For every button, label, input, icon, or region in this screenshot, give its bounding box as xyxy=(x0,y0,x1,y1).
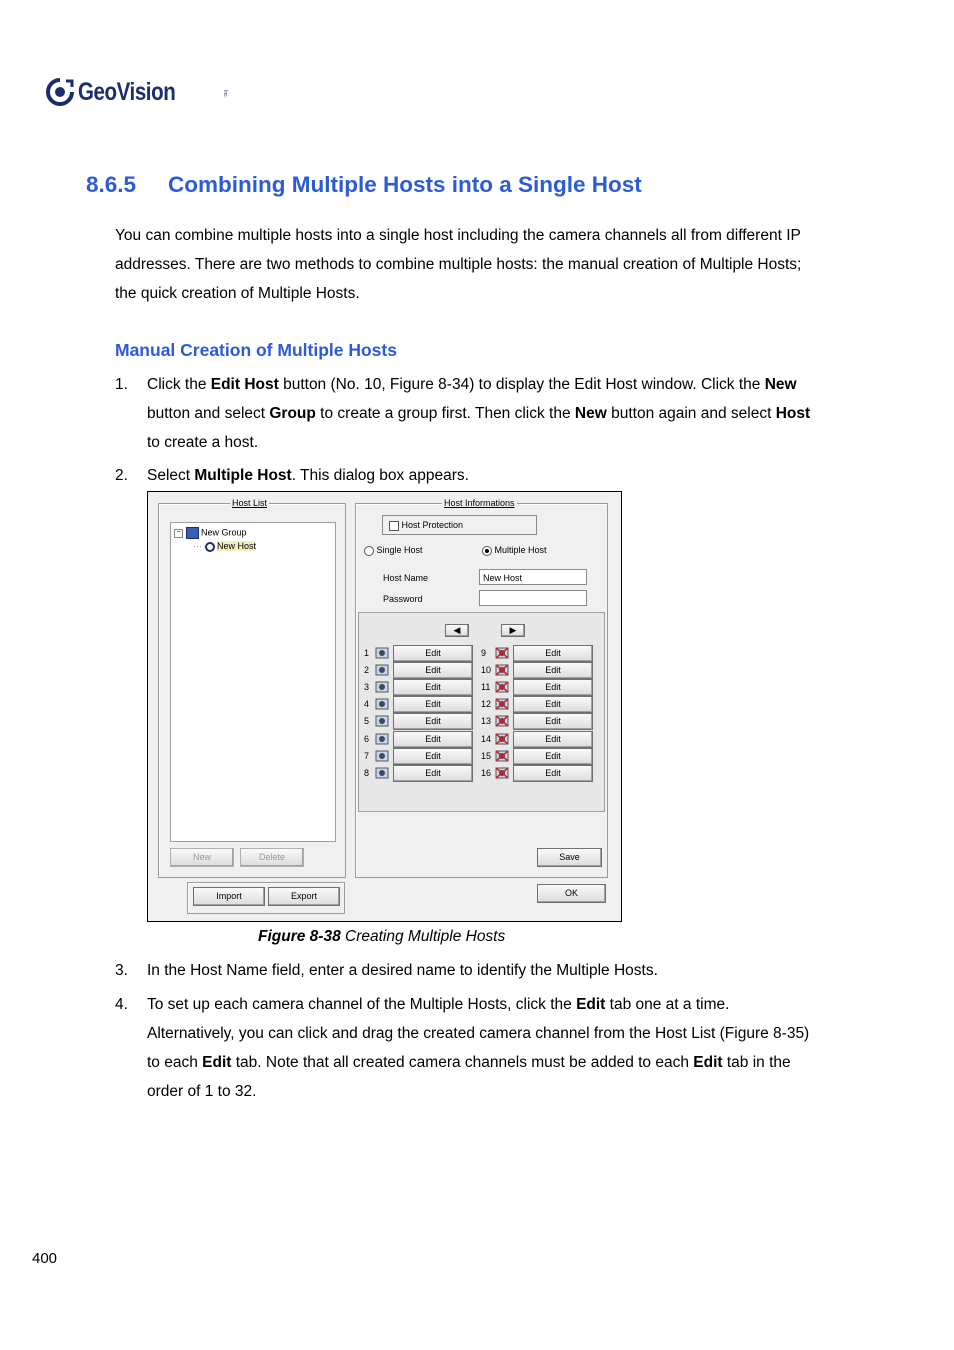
tree-group-label: New Group xyxy=(201,527,247,538)
step-text xyxy=(147,370,837,457)
step-line: button and select Group to create a group first. Then click the New button again and select Host xyxy=(147,405,811,422)
tree-host-label: New Host xyxy=(217,541,257,551)
right-arrow-icon: ▶ xyxy=(509,625,517,635)
bold-term: Edit xyxy=(202,1054,232,1071)
logo-wordmark: GeoVision xyxy=(78,78,176,106)
channel-number: 11 xyxy=(481,682,491,693)
channel-edit-button[interactable]: Edit xyxy=(393,713,473,730)
channel-edit-button[interactable]: Edit xyxy=(393,696,473,713)
multiple-host-label: Multiple Host xyxy=(494,545,547,555)
tree-group-node[interactable] xyxy=(174,527,247,539)
bold-term: Edit xyxy=(576,996,606,1013)
page-number: 400 xyxy=(32,1250,58,1267)
channel-number: 1 xyxy=(364,648,370,658)
camera-disabled-icon xyxy=(495,698,509,710)
step-text xyxy=(147,956,837,985)
channel-edit-button[interactable]: Edit xyxy=(393,679,473,696)
channel-edit-button[interactable]: Edit xyxy=(513,645,593,662)
export-button[interactable]: Export xyxy=(268,887,340,906)
channel-row xyxy=(364,713,482,730)
bold-term: Group xyxy=(269,405,316,422)
step-line: Alternatively, you can click and drag the created camera channel from the Host List (Figure 8-35) xyxy=(147,1025,810,1042)
group-icon xyxy=(186,527,199,539)
host-protection-label: Host Protection xyxy=(401,520,464,530)
channel-row xyxy=(481,713,599,730)
bold-term: Edit Host xyxy=(210,376,279,393)
host-tree[interactable] xyxy=(170,522,336,842)
camera-disabled-icon xyxy=(495,664,509,676)
camera-disabled-icon xyxy=(495,715,509,727)
channel-row xyxy=(364,748,482,765)
intro-line: addresses. There are two methods to combine multiple hosts: the manual creation of Multiple Hosts; xyxy=(115,256,802,273)
channel-panel xyxy=(358,612,605,812)
step-line: To set up each camera channel of the Multiple Hosts, click the Edit tab one at a time. xyxy=(147,996,730,1013)
channel-edit-button[interactable]: Edit xyxy=(513,748,593,765)
channel-number: 10 xyxy=(481,665,492,676)
password-input[interactable] xyxy=(479,590,587,606)
host-name-input[interactable]: New Host xyxy=(479,569,587,585)
camera-disabled-icon xyxy=(495,767,509,779)
channel-row xyxy=(481,696,599,713)
tree-host-node[interactable]: ··· New Host xyxy=(193,541,257,551)
channel-edit-button[interactable]: Edit xyxy=(513,731,593,748)
channel-number: 3 xyxy=(364,682,370,693)
step-line: Select Multiple Host. This dialog box appears. xyxy=(147,467,469,484)
step-line: order of 1 to 32. xyxy=(147,1083,257,1100)
intro-line: the quick creation of Multiple Hosts. xyxy=(115,285,360,302)
channel-edit-button[interactable]: Edit xyxy=(393,731,473,748)
password-label: Password xyxy=(383,594,423,604)
host-icon xyxy=(205,542,215,552)
geovision-logo-mark-icon xyxy=(46,78,74,106)
save-button[interactable]: Save xyxy=(537,848,602,867)
channel-row xyxy=(364,662,482,679)
channel-row xyxy=(481,662,599,679)
channel-row xyxy=(364,679,482,696)
channel-row xyxy=(364,696,482,713)
bold-term: Multiple Host xyxy=(194,467,292,484)
channel-row xyxy=(481,765,599,782)
channel-edit-button[interactable]: Edit xyxy=(513,765,593,782)
import-button[interactable]: Import xyxy=(193,887,265,906)
collapse-icon[interactable]: − xyxy=(174,529,183,538)
next-page-button[interactable] xyxy=(501,624,525,637)
channel-row xyxy=(364,645,482,662)
camera-icon xyxy=(375,750,389,762)
camera-icon xyxy=(375,767,389,779)
channel-list-right xyxy=(481,645,601,785)
channel-number: 15 xyxy=(481,750,492,761)
camera-disabled-icon xyxy=(495,681,509,693)
channel-number: 14 xyxy=(481,733,492,744)
step-number: 2. xyxy=(115,467,128,484)
channel-number: 7 xyxy=(364,750,370,761)
step-line: Click the Edit Host button (No. 10, Figure 8-34) to display the Edit Host window. Click the New xyxy=(147,376,797,393)
host-info-title: Host Informations xyxy=(444,498,515,508)
camera-icon xyxy=(375,698,389,710)
step-line: In the Host Name field, enter a desired name to identify the Multiple Hosts. xyxy=(147,962,658,979)
subheading: Manual Creation of Multiple Hosts xyxy=(115,340,397,360)
channel-row xyxy=(481,731,599,748)
channel-row xyxy=(364,765,482,782)
channel-edit-button[interactable]: Edit xyxy=(393,748,473,765)
host-list-title: Host List xyxy=(232,498,268,508)
intro-line: You can combine multiple hosts into a single host including the camera channels all from different IP xyxy=(115,227,801,244)
camera-disabled-icon xyxy=(495,733,509,745)
section-title: Combining Multiple Hosts into a Single Host xyxy=(168,172,642,197)
host-protection-checkbox[interactable] xyxy=(389,520,463,531)
bold-term: Edit xyxy=(693,1054,723,1071)
single-host-radio[interactable] xyxy=(364,545,423,556)
section-heading xyxy=(86,172,642,198)
checkbox-icon[interactable] xyxy=(389,521,399,531)
step-number: 3. xyxy=(115,962,128,979)
channel-edit-button[interactable]: Edit xyxy=(393,765,473,782)
channel-edit-button[interactable]: Edit xyxy=(513,713,593,730)
channel-number: 6 xyxy=(364,733,370,744)
step-text xyxy=(147,461,837,490)
channel-list-left xyxy=(364,645,479,785)
step-number: 1. xyxy=(115,376,128,393)
channel-row xyxy=(481,748,599,765)
figure-caption xyxy=(258,928,505,946)
channel-row xyxy=(481,645,599,662)
channel-number: 12 xyxy=(481,699,492,710)
bold-term: New xyxy=(764,376,797,393)
step-text xyxy=(147,990,837,1106)
camera-icon xyxy=(375,681,389,693)
channel-number: 2 xyxy=(364,665,370,676)
single-host-label: Single Host xyxy=(376,545,423,555)
channel-row xyxy=(364,731,482,748)
host-protection-frame xyxy=(382,515,537,535)
figure-caption-text: Creating Multiple Hosts xyxy=(340,928,506,945)
step-line: to each Edit tab. Note that all created camera channels must be added to each Edit tab in the xyxy=(147,1054,791,1071)
channel-number: 13 xyxy=(481,716,492,727)
prev-page-button[interactable] xyxy=(445,624,469,637)
channel-number: 9 xyxy=(481,648,487,658)
channel-number: 4 xyxy=(364,699,370,710)
step-line: to create a host. xyxy=(147,434,259,451)
bold-term: New xyxy=(574,405,607,422)
left-arrow-icon: ◀ xyxy=(453,625,461,635)
step-number: 4. xyxy=(115,996,128,1013)
section-number: 8.6.5 xyxy=(86,172,137,197)
channel-number: 16 xyxy=(481,767,492,778)
logo-tm: Inc. xyxy=(222,90,228,99)
channel-edit-button[interactable]: Edit xyxy=(513,679,593,696)
bold-term: Host xyxy=(775,405,811,422)
figure-label: Figure 8-38 xyxy=(258,928,341,945)
multiple-host-dialog xyxy=(147,491,622,922)
new-button[interactable]: New xyxy=(170,848,234,867)
radio-selected-icon[interactable] xyxy=(482,546,492,556)
intro-paragraph xyxy=(115,221,835,308)
host-name-label: Host Name xyxy=(383,573,429,583)
radio-icon[interactable] xyxy=(364,546,374,556)
channel-edit-button[interactable]: Edit xyxy=(513,696,593,713)
ok-button[interactable]: OK xyxy=(537,884,606,903)
camera-disabled-icon xyxy=(495,647,509,659)
channel-number: 8 xyxy=(364,767,370,778)
delete-button[interactable]: Delete xyxy=(240,848,304,867)
channel-row xyxy=(481,679,599,696)
camera-icon xyxy=(375,715,389,727)
multiple-host-radio[interactable] xyxy=(482,545,547,556)
camera-icon xyxy=(375,664,389,676)
camera-icon xyxy=(375,733,389,745)
channel-number: 5 xyxy=(364,716,370,727)
channel-edit-button[interactable]: Edit xyxy=(393,645,473,662)
channel-edit-button[interactable]: Edit xyxy=(393,662,473,679)
channel-edit-button[interactable]: Edit xyxy=(513,662,593,679)
camera-disabled-icon xyxy=(495,750,509,762)
camera-icon xyxy=(375,647,389,659)
